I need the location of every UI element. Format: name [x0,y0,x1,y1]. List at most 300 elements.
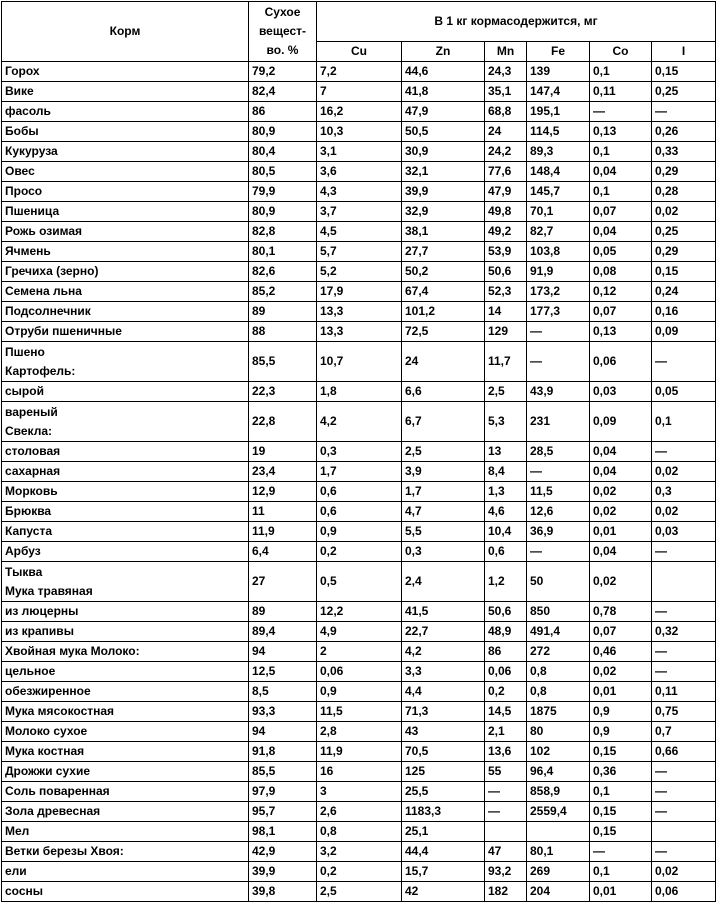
co-cell: 0,02 [590,562,652,602]
cu-cell: 3,6 [317,162,402,182]
dry-matter-cell: 98,1 [249,822,317,842]
table-row [2,102,716,122]
header-per-kg: В 1 кг кормасодержится, мг [317,2,716,42]
feed-name-cell: сырой [2,382,249,402]
cu-cell: 0,2 [317,542,402,562]
feed-name-cell: цельное [2,662,249,682]
fe-cell: 70,1 [527,202,590,222]
fe-cell: 491,4 [527,622,590,642]
co-cell: — [590,102,652,122]
co-cell: 0,78 [590,602,652,622]
dry-matter-cell: 89,4 [249,622,317,642]
dry-matter-cell: 11 [249,502,317,522]
dry-matter-cell: 85,5 [249,762,317,782]
dry-matter-cell: 42,9 [249,842,317,862]
cu-cell: 16,2 [317,102,402,122]
fe-cell: 195,1 [527,102,590,122]
dry-matter-cell: 80,9 [249,122,317,142]
i-cell: 0,06 [652,882,716,902]
header-dry-matter [249,2,317,62]
table-row [2,82,716,102]
i-cell: 0,26 [652,122,716,142]
feed-name-cell: сахарная [2,462,249,482]
i-cell: — [652,102,716,122]
table-row [2,162,716,182]
co-cell: 0,04 [590,162,652,182]
mn-cell: 129 [485,322,527,342]
fe-cell: 177,3 [527,302,590,322]
zn-cell: 47,9 [402,102,485,122]
i-cell: 0,02 [652,462,716,482]
i-cell: — [652,662,716,682]
fe-cell: 36,9 [527,522,590,542]
dry-matter-cell: 22,8 [249,402,317,442]
header-dry-matter-line: Сухое [264,5,301,19]
dry-matter-cell: 11,9 [249,522,317,542]
zn-cell: 70,5 [402,742,485,762]
table-row [2,382,716,402]
co-cell: 0,1 [590,62,652,82]
feed-name: вареный [5,404,58,419]
feed-name-cell: Просо [2,182,249,202]
feed-name-cell: Мел [2,822,249,842]
table-row [2,602,716,622]
i-cell: 0,02 [652,862,716,882]
fe-cell: 28,5 [527,442,590,462]
zn-cell: 71,3 [402,702,485,722]
mn-cell: 50,6 [485,602,527,622]
zn-cell: 50,2 [402,262,485,282]
table-row [2,282,716,302]
mn-cell: 4,6 [485,502,527,522]
cu-cell: 1,8 [317,382,402,402]
i-cell: — [652,782,716,802]
fe-cell: 269 [527,862,590,882]
feed-name-cell [2,342,249,382]
co-cell: 0,36 [590,762,652,782]
dry-matter-cell: 97,9 [249,782,317,802]
feed-name-cell: Кукуруза [2,142,249,162]
table-row [2,642,716,662]
i-cell: 0,15 [652,62,716,82]
dry-matter-cell: 23,4 [249,462,317,482]
i-cell: — [652,842,716,862]
co-cell: 0,03 [590,382,652,402]
dry-matter-cell: 85,2 [249,282,317,302]
co-cell: 0,05 [590,242,652,262]
header-element-cu: Cu [317,42,402,62]
table-row [2,342,716,382]
zn-cell: 30,9 [402,142,485,162]
table-row [2,762,716,782]
co-cell: 0,01 [590,682,652,702]
header-dry-matter-line: во. % [266,43,299,57]
co-cell: 0,46 [590,642,652,662]
cu-cell: 11,9 [317,742,402,762]
feed-name-cell: из крапивы [2,622,249,642]
mn-cell: 0,06 [485,662,527,682]
feed-name-cell: Мука мясокостная [2,702,249,722]
dry-matter-cell: 22,3 [249,382,317,402]
i-cell: — [652,442,716,462]
i-cell: 0,75 [652,702,716,722]
fe-cell: 82,7 [527,222,590,242]
i-cell: — [652,642,716,662]
cu-cell: 13,3 [317,302,402,322]
mn-cell: 14 [485,302,527,322]
cu-cell: 0,9 [317,522,402,542]
feed-name-cell: ели [2,862,249,882]
fe-cell: 858,9 [527,782,590,802]
i-cell: 0,02 [652,502,716,522]
feed-name-cell: сосны [2,882,249,902]
table-header [2,2,716,62]
zn-cell: 4,4 [402,682,485,702]
cu-cell: 3,7 [317,202,402,222]
zn-cell: 43 [402,722,485,742]
feed-name-cell: Отруби пшеничные [2,322,249,342]
table-row [2,742,716,762]
dry-matter-cell: 8,5 [249,682,317,702]
zn-cell: 2,4 [402,562,485,602]
fe-cell: — [527,542,590,562]
fe-cell: 0,8 [527,662,590,682]
zn-cell: 6,6 [402,382,485,402]
mn-cell: 182 [485,882,527,902]
feed-name-cell: Ячмень [2,242,249,262]
feed-microelements-table [1,1,716,902]
mn-cell: 0,2 [485,682,527,702]
feed-name-cell: Хвойная мука Молоко: [2,642,249,662]
zn-cell: 1,7 [402,482,485,502]
co-cell: 0,13 [590,122,652,142]
cu-cell: 3,2 [317,842,402,862]
dry-matter-cell: 95,7 [249,802,317,822]
cu-cell: 5,2 [317,262,402,282]
fe-cell: 96,4 [527,762,590,782]
cu-cell: 4,3 [317,182,402,202]
cu-cell: 2,6 [317,802,402,822]
table-row [2,622,716,642]
feed-name-cell: Гречиха (зерно) [2,262,249,282]
cu-cell: 2,8 [317,722,402,742]
fe-cell: 11,5 [527,482,590,502]
dry-matter-cell: 82,8 [249,222,317,242]
cu-cell: 2,5 [317,882,402,902]
table-row [2,882,716,902]
co-cell: 0,07 [590,302,652,322]
i-cell: 0,25 [652,222,716,242]
fe-cell: 145,7 [527,182,590,202]
co-cell: 0,9 [590,722,652,742]
table-row [2,462,716,482]
fe-cell: 1875 [527,702,590,722]
co-cell: 0,02 [590,662,652,682]
fe-cell: — [527,462,590,482]
feed-name: Пшено [5,344,45,359]
zn-cell: 25,5 [402,782,485,802]
cu-cell: 1,7 [317,462,402,482]
feed-name-cell: Капуста [2,522,249,542]
zn-cell: 3,9 [402,462,485,482]
mn-cell: 10,4 [485,522,527,542]
dry-matter-cell: 80,4 [249,142,317,162]
zn-cell: 24 [402,342,485,382]
header-element-co: Co [590,42,652,62]
co-cell: 0,12 [590,282,652,302]
table-row [2,122,716,142]
cu-cell: 17,9 [317,282,402,302]
table-row [2,702,716,722]
table-row [2,542,716,562]
dry-matter-cell: 12,9 [249,482,317,502]
i-cell: 0,02 [652,202,716,222]
i-cell: 0,29 [652,242,716,262]
dry-matter-cell: 79,9 [249,182,317,202]
zn-cell: 32,9 [402,202,485,222]
i-cell: 0,05 [652,382,716,402]
feed-name-cell: Горох [2,62,249,82]
zn-cell: 72,5 [402,322,485,342]
table-row [2,722,716,742]
mn-cell [485,822,527,842]
fe-cell: 80 [527,722,590,742]
feed-name-cell: Пшеница [2,202,249,222]
feed-name-cell: столовая [2,442,249,462]
i-cell: 0,7 [652,722,716,742]
cu-cell: 0,5 [317,562,402,602]
i-cell: — [652,602,716,622]
zn-cell: 41,5 [402,602,485,622]
co-cell: 0,1 [590,862,652,882]
mn-cell: 1,3 [485,482,527,502]
fe-cell: 2559,4 [527,802,590,822]
feed-name-cell: Подсолнечник [2,302,249,322]
co-cell: 0,04 [590,442,652,462]
co-cell: 0,07 [590,622,652,642]
feed-name-cell: Вике [2,82,249,102]
mn-cell: 47 [485,842,527,862]
mn-cell: 49,8 [485,202,527,222]
header-element-fe: Fe [527,42,590,62]
table-row [2,322,716,342]
i-cell: 0,11 [652,682,716,702]
dry-matter-cell: 79,2 [249,62,317,82]
feed-name-cell: Брюква [2,502,249,522]
mn-cell: 77,6 [485,162,527,182]
cu-cell: 10,3 [317,122,402,142]
mn-cell: 1,2 [485,562,527,602]
feed-name: Мука травяная [5,583,93,598]
mn-cell: 47,9 [485,182,527,202]
table-row [2,242,716,262]
co-cell: 0,01 [590,522,652,542]
co-cell: 0,08 [590,262,652,282]
feed-name-cell [2,562,249,602]
fe-cell: 102 [527,742,590,762]
table-row [2,302,716,322]
co-cell: 0,13 [590,322,652,342]
mn-cell: 8,4 [485,462,527,482]
cu-cell: 5,7 [317,242,402,262]
dry-matter-cell: 39,8 [249,882,317,902]
co-cell: 0,09 [590,402,652,442]
cu-cell: 0,6 [317,502,402,522]
dry-matter-cell: 39,9 [249,862,317,882]
table-row [2,482,716,502]
fe-cell: 103,8 [527,242,590,262]
dry-matter-cell: 82,6 [249,262,317,282]
i-cell: — [652,342,716,382]
zn-cell: 42 [402,882,485,902]
mn-cell: — [485,802,527,822]
cu-cell: 0,9 [317,682,402,702]
cu-cell: 2 [317,642,402,662]
fe-cell: 850 [527,602,590,622]
zn-cell: 39,9 [402,182,485,202]
fe-cell: 204 [527,882,590,902]
feed-name-cell [2,402,249,442]
co-cell: 0,02 [590,502,652,522]
i-cell: 0,1 [652,402,716,442]
co-cell: 0,1 [590,782,652,802]
i-cell: — [652,802,716,822]
co-cell: 0,15 [590,822,652,842]
mn-cell: 0,6 [485,542,527,562]
co-cell: 0,04 [590,462,652,482]
zn-cell: 4,7 [402,502,485,522]
mn-cell: 11,7 [485,342,527,382]
fe-cell [527,822,590,842]
feed-name: Картофель: [5,363,76,378]
table-row [2,822,716,842]
cu-cell: 7 [317,82,402,102]
zn-cell: 6,7 [402,402,485,442]
header-element-i: I [652,42,716,62]
table-row [2,142,716,162]
cu-cell: 4,9 [317,622,402,642]
i-cell: 0,33 [652,142,716,162]
mn-cell: 35,1 [485,82,527,102]
header-element-zn: Zn [402,42,485,62]
i-cell [652,562,716,602]
co-cell: 0,1 [590,182,652,202]
dry-matter-cell: 88 [249,322,317,342]
co-cell: 0,01 [590,882,652,902]
mn-cell: 14,5 [485,702,527,722]
dry-matter-cell: 6,4 [249,542,317,562]
mn-cell: 24,3 [485,62,527,82]
i-cell: 0,03 [652,522,716,542]
feed-name-cell: Мука костная [2,742,249,762]
feed-name-cell: Арбуз [2,542,249,562]
mn-cell: 68,8 [485,102,527,122]
co-cell: 0,07 [590,202,652,222]
zn-cell: 2,5 [402,442,485,462]
co-cell: 0,15 [590,802,652,822]
cu-cell: 4,5 [317,222,402,242]
i-cell: 0,24 [652,282,716,302]
feed-name-cell: Морковь [2,482,249,502]
fe-cell: 50 [527,562,590,602]
co-cell: 0,02 [590,482,652,502]
dry-matter-cell: 85,5 [249,342,317,382]
zn-cell: 15,7 [402,862,485,882]
fe-cell: 148,4 [527,162,590,182]
mn-cell: 86 [485,642,527,662]
cu-cell: 0,06 [317,662,402,682]
mn-cell: 2,1 [485,722,527,742]
mn-cell: 49,2 [485,222,527,242]
cu-cell: 0,8 [317,822,402,842]
dry-matter-cell: 80,1 [249,242,317,262]
co-cell: 0,06 [590,342,652,382]
feed-name-cell: Семена льна [2,282,249,302]
dry-matter-cell: 93,3 [249,702,317,722]
fe-cell: — [527,322,590,342]
feed-name-cell: Молоко сухое [2,722,249,742]
mn-cell: 2,5 [485,382,527,402]
mn-cell: 5,3 [485,402,527,442]
dry-matter-cell: 27 [249,562,317,602]
fe-cell: 231 [527,402,590,442]
dry-matter-cell: 80,5 [249,162,317,182]
dry-matter-cell: 12,5 [249,662,317,682]
feed-name-cell: Бобы [2,122,249,142]
feed-name-cell: Дрожжи сухие [2,762,249,782]
co-cell: — [590,842,652,862]
cu-cell: 3,1 [317,142,402,162]
fe-cell: 147,4 [527,82,590,102]
i-cell: 0,15 [652,262,716,282]
table-row [2,442,716,462]
table-row [2,862,716,882]
i-cell: 0,32 [652,622,716,642]
mn-cell: 55 [485,762,527,782]
cu-cell: 11,5 [317,702,402,722]
table-row [2,62,716,82]
co-cell: 0,15 [590,742,652,762]
table-row [2,662,716,682]
table-row [2,682,716,702]
mn-cell: 93,2 [485,862,527,882]
i-cell: 0,16 [652,302,716,322]
fe-cell: 173,2 [527,282,590,302]
zn-cell: 25,1 [402,822,485,842]
fe-cell: 80,1 [527,842,590,862]
cu-cell: 4,2 [317,402,402,442]
zn-cell: 32,1 [402,162,485,182]
table-row [2,802,716,822]
feed-name-cell: фасоль [2,102,249,122]
zn-cell: 4,2 [402,642,485,662]
mn-cell: 53,9 [485,242,527,262]
co-cell: 0,04 [590,542,652,562]
fe-cell: — [527,342,590,382]
i-cell: 0,28 [652,182,716,202]
dry-matter-cell: 89 [249,302,317,322]
header-feed: Корм [2,2,249,62]
fe-cell: 12,6 [527,502,590,522]
table-body [2,62,716,902]
table-row [2,402,716,442]
table-row [2,782,716,802]
cu-cell: 3 [317,782,402,802]
dry-matter-cell: 89 [249,602,317,622]
mn-cell: 13 [485,442,527,462]
dry-matter-cell: 91,8 [249,742,317,762]
i-cell: — [652,542,716,562]
